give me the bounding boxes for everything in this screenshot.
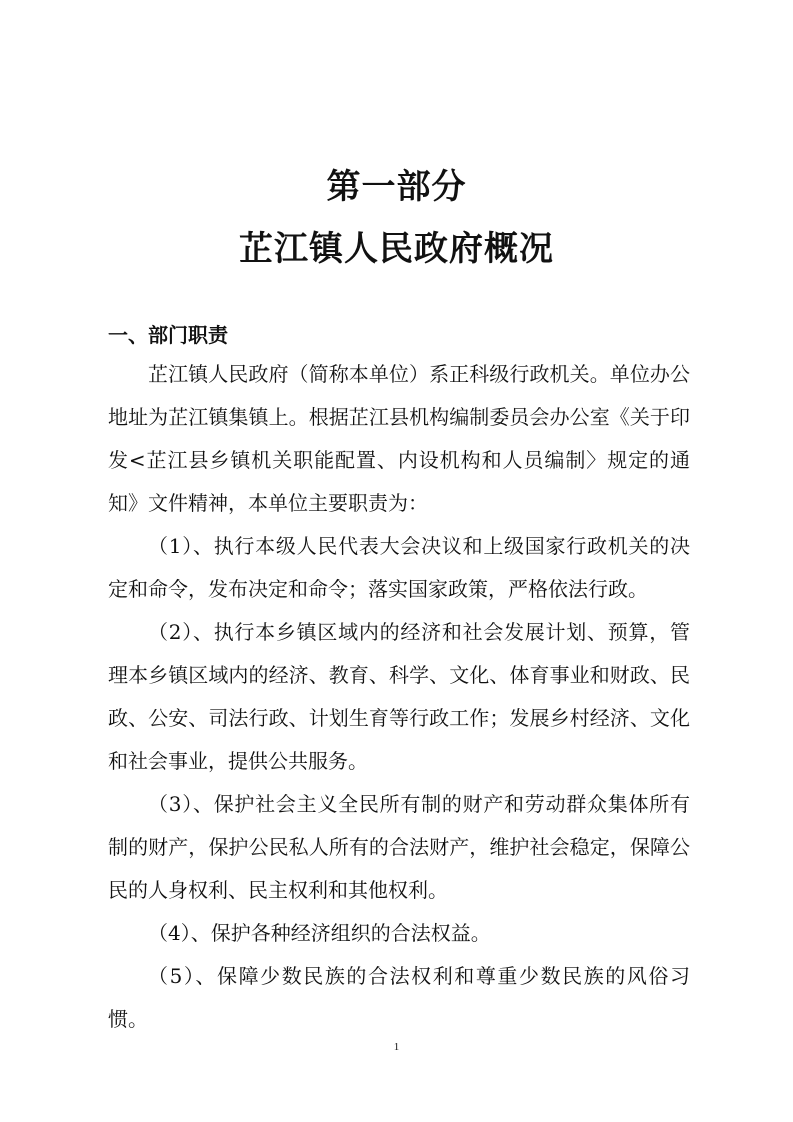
duty-item-2: （2）、执行本乡镇区域内的经济和社会发展计划、预算，管理本乡镇区域内的经济、教育、科学、文化、体育事业和财政、民政、公安、司法行政、计划生育等行政工作；发展乡村经济、文化和社会事业，提供公共服务。 xyxy=(108,620,690,773)
duty-item-1: （1）、执行本级人民代表大会决议和上级国家行政机关的决定和命令，发布决定和命令；落实国家政策，严格依法行政。 xyxy=(108,534,690,601)
duty-item-3: （3）、保护社会主义全民所有制的财产和劳动群众集体所有制的财产，保护公民私人所有的合法财产，维护社会稳定，保障公民的人身权利、民主权利和其他权利。 xyxy=(108,792,690,902)
document-title: 芷江镇人民政府概况 xyxy=(239,229,554,269)
page-number: 1 xyxy=(393,1041,400,1053)
duty-item-5: （5）、保障少数民族的合法权利和尊重少数民族的风俗习惯。 xyxy=(108,964,690,1031)
duty-item-4: （4）、保护各种经济组织的合法权益。 xyxy=(148,921,491,945)
intro-paragraph: 芷江镇人民政府（简称本单位）系正科级行政机关。单位办公地址为芷江镇集镇上。根据芷江县机构编制委员会办公室《关于印发<芷江县乡镇机关职能配置、内设机构和人员编制〉规定的通知》文件精神，本单位主要职责为： xyxy=(108,362,690,515)
section-heading: 一、部门职责 xyxy=(108,323,228,347)
part-title: 第一部分 xyxy=(326,167,467,207)
section-body xyxy=(108,353,690,1041)
